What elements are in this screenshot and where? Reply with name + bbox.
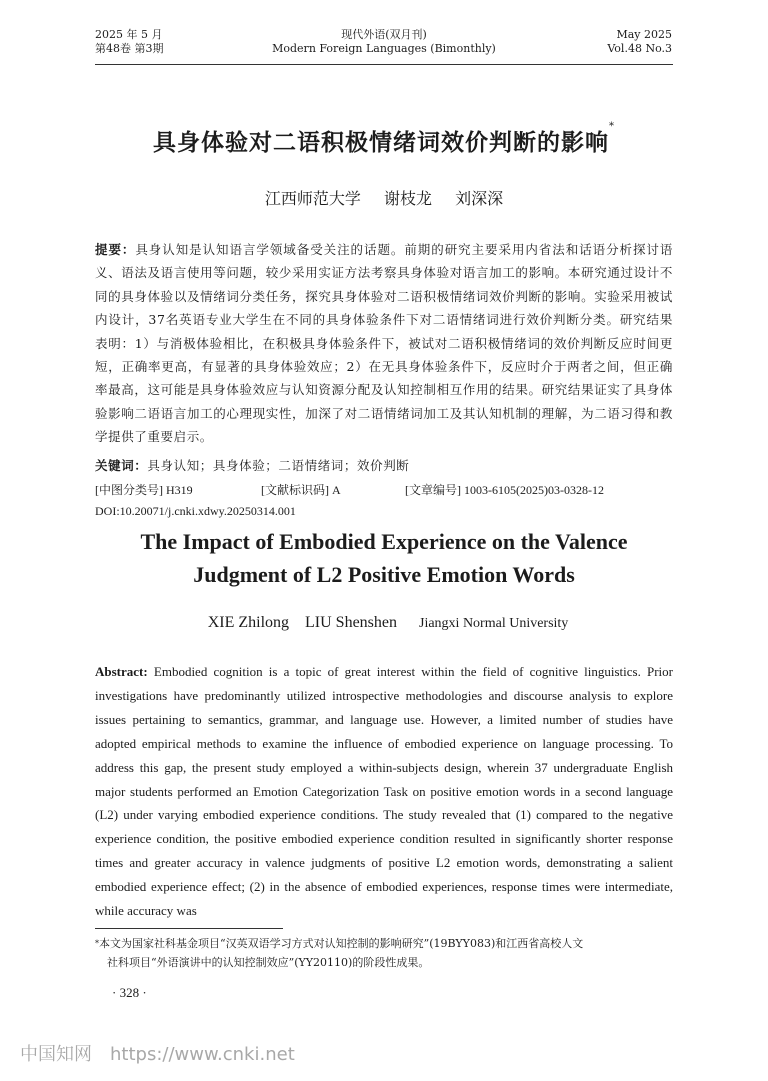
title-footnote-mark: * — [609, 121, 615, 132]
doi: DOI:10.20071/j.cnki.xdwy.20250314.001 — [95, 504, 296, 518]
chinese-title-text: 具身体验对二语积极情绪词效价判断的影响 — [153, 129, 609, 156]
chinese-abstract-text: 具身认知是认知语言学领域备受关注的话题。前期的研究主要采用内省法和话语分析探讨语义、语法及语言使用等问题，较少采用实证方法考察具身体验对语言加工的影响。本研究通过设计不同的具身体验以及情绪词分类任务，探究具身体验对二语积极情绪词效价判断的影响。实验采用被试内设计，37名英语专业大学生在不同的具身体验条件下对二语情绪词进行效价判断分类。研究结果表明：1）与消极体验相比，在积极具身体验条件下，被试对二语积极情绪词的效价判断反应时间更短，正确率更高，有显著的具身体验效应；2）在无具身体验条件下，反应时介于两者之间，但正确率最高，这可能是具身体验效应与认知资源分配及认知控制相互作用的结果。研究结果证实了具身体验影响二语语言加工的心理现实性，加深了对二语情绪词加工及其认知机制的理解，为二语习得和教学提供了重要启示。 — [95, 242, 673, 445]
doc-label: [文献标识码] — [261, 483, 329, 497]
author-2: LIU Shenshen — [305, 614, 397, 631]
header-volume-en: Vol.48 No.3 — [607, 42, 672, 55]
chinese-abstract-label: 提要： — [95, 242, 136, 257]
english-abstract-label: Abstract: — [95, 664, 148, 679]
english-title-line1: The Impact of Embodied Experience on the Valence — [140, 529, 628, 554]
header-volume-cn: 第48卷 第3期 — [95, 42, 164, 55]
watermark-brand: 中国知网 — [20, 1044, 92, 1065]
clc-value: H319 — [166, 483, 193, 497]
page-number: · 328 · — [112, 985, 147, 1000]
header-divider — [95, 64, 673, 65]
header-date-cn: 2025 年 5 月 — [95, 28, 163, 41]
keywords-text: 具身认知；具身体验；二语情绪词；效价判断 — [147, 458, 410, 473]
author-1: XIE Zhilong — [207, 614, 290, 631]
chinese-authors: 江西师范大学 谢枝龙 刘深深 — [264, 189, 504, 208]
header-journal-en: Modern Foreign Languages (Bimonthly) — [272, 42, 496, 55]
footnote-line1-text: 本文为国家社科基金项目“汉英双语学习方式对认知控制的影响研究”(19BYY083)和江西省高校人文 — [99, 937, 584, 950]
clc-code — [95, 480, 193, 500]
chinese-keywords — [95, 456, 673, 476]
article-number — [405, 480, 604, 500]
clc-label: [中图分类号] — [95, 483, 163, 497]
footnote — [95, 934, 673, 972]
english-abstract-text: Embodied cognition is a topic of great interest within the field of cognitive linguistics. Prior investigations have predominantly utilized introspective methodologies and discourse analysis to explore issues pertaining to semantics, grammar, and language use. However, a limited number of studies have adopted empirical methods to examine the influence of embodied experience on language processing. To address this gap, the present study employed a within-subjects design, wherein 37 undergraduate English major students performed an Emotion Categorization Task on positive emotion words in a second language (L2) under varying embodied experience conditions. The study revealed that (1) compared to the negative experience condition, the positive embodied experience condition resulted in significantly shorter response times and greater accuracy in valence judgments of positive L2 emotion words, demonstrating a salient embodied experience effect; (2) in the absence of embodied experiences, response times were intermediate, while accuracy was — [95, 664, 674, 919]
cnki-watermark — [20, 1040, 295, 1066]
doc-value: A — [332, 483, 341, 497]
header-journal-cn: 现代外语(双月刊) — [341, 28, 427, 41]
chinese-abstract — [95, 238, 673, 449]
footnote-line1 — [95, 934, 673, 953]
footnote-mark: * — [95, 939, 99, 948]
header-date-en: May 2025 — [616, 28, 672, 41]
footnote-line2: 社科项目“外语演讲中的认知控制效应”(YY20110)的阶段性成果。 — [107, 956, 430, 969]
article-value: 1003-6105(2025)03-0328-12 — [464, 483, 604, 497]
affiliation: Jiangxi Normal University — [419, 616, 569, 631]
doc-code — [261, 480, 341, 500]
english-authors — [0, 614, 768, 632]
header-issue-en — [607, 28, 672, 56]
english-title — [0, 525, 768, 591]
article-label: [文章编号] — [405, 483, 461, 497]
watermark-url: https://www.cnki.net — [110, 1044, 295, 1065]
english-title-line2: Judgment of L2 Positive Emotion Words — [193, 562, 575, 587]
footnote-divider — [95, 928, 283, 929]
chinese-title — [0, 121, 768, 157]
english-abstract — [95, 660, 673, 923]
keywords-label: 关键词： — [95, 458, 148, 473]
